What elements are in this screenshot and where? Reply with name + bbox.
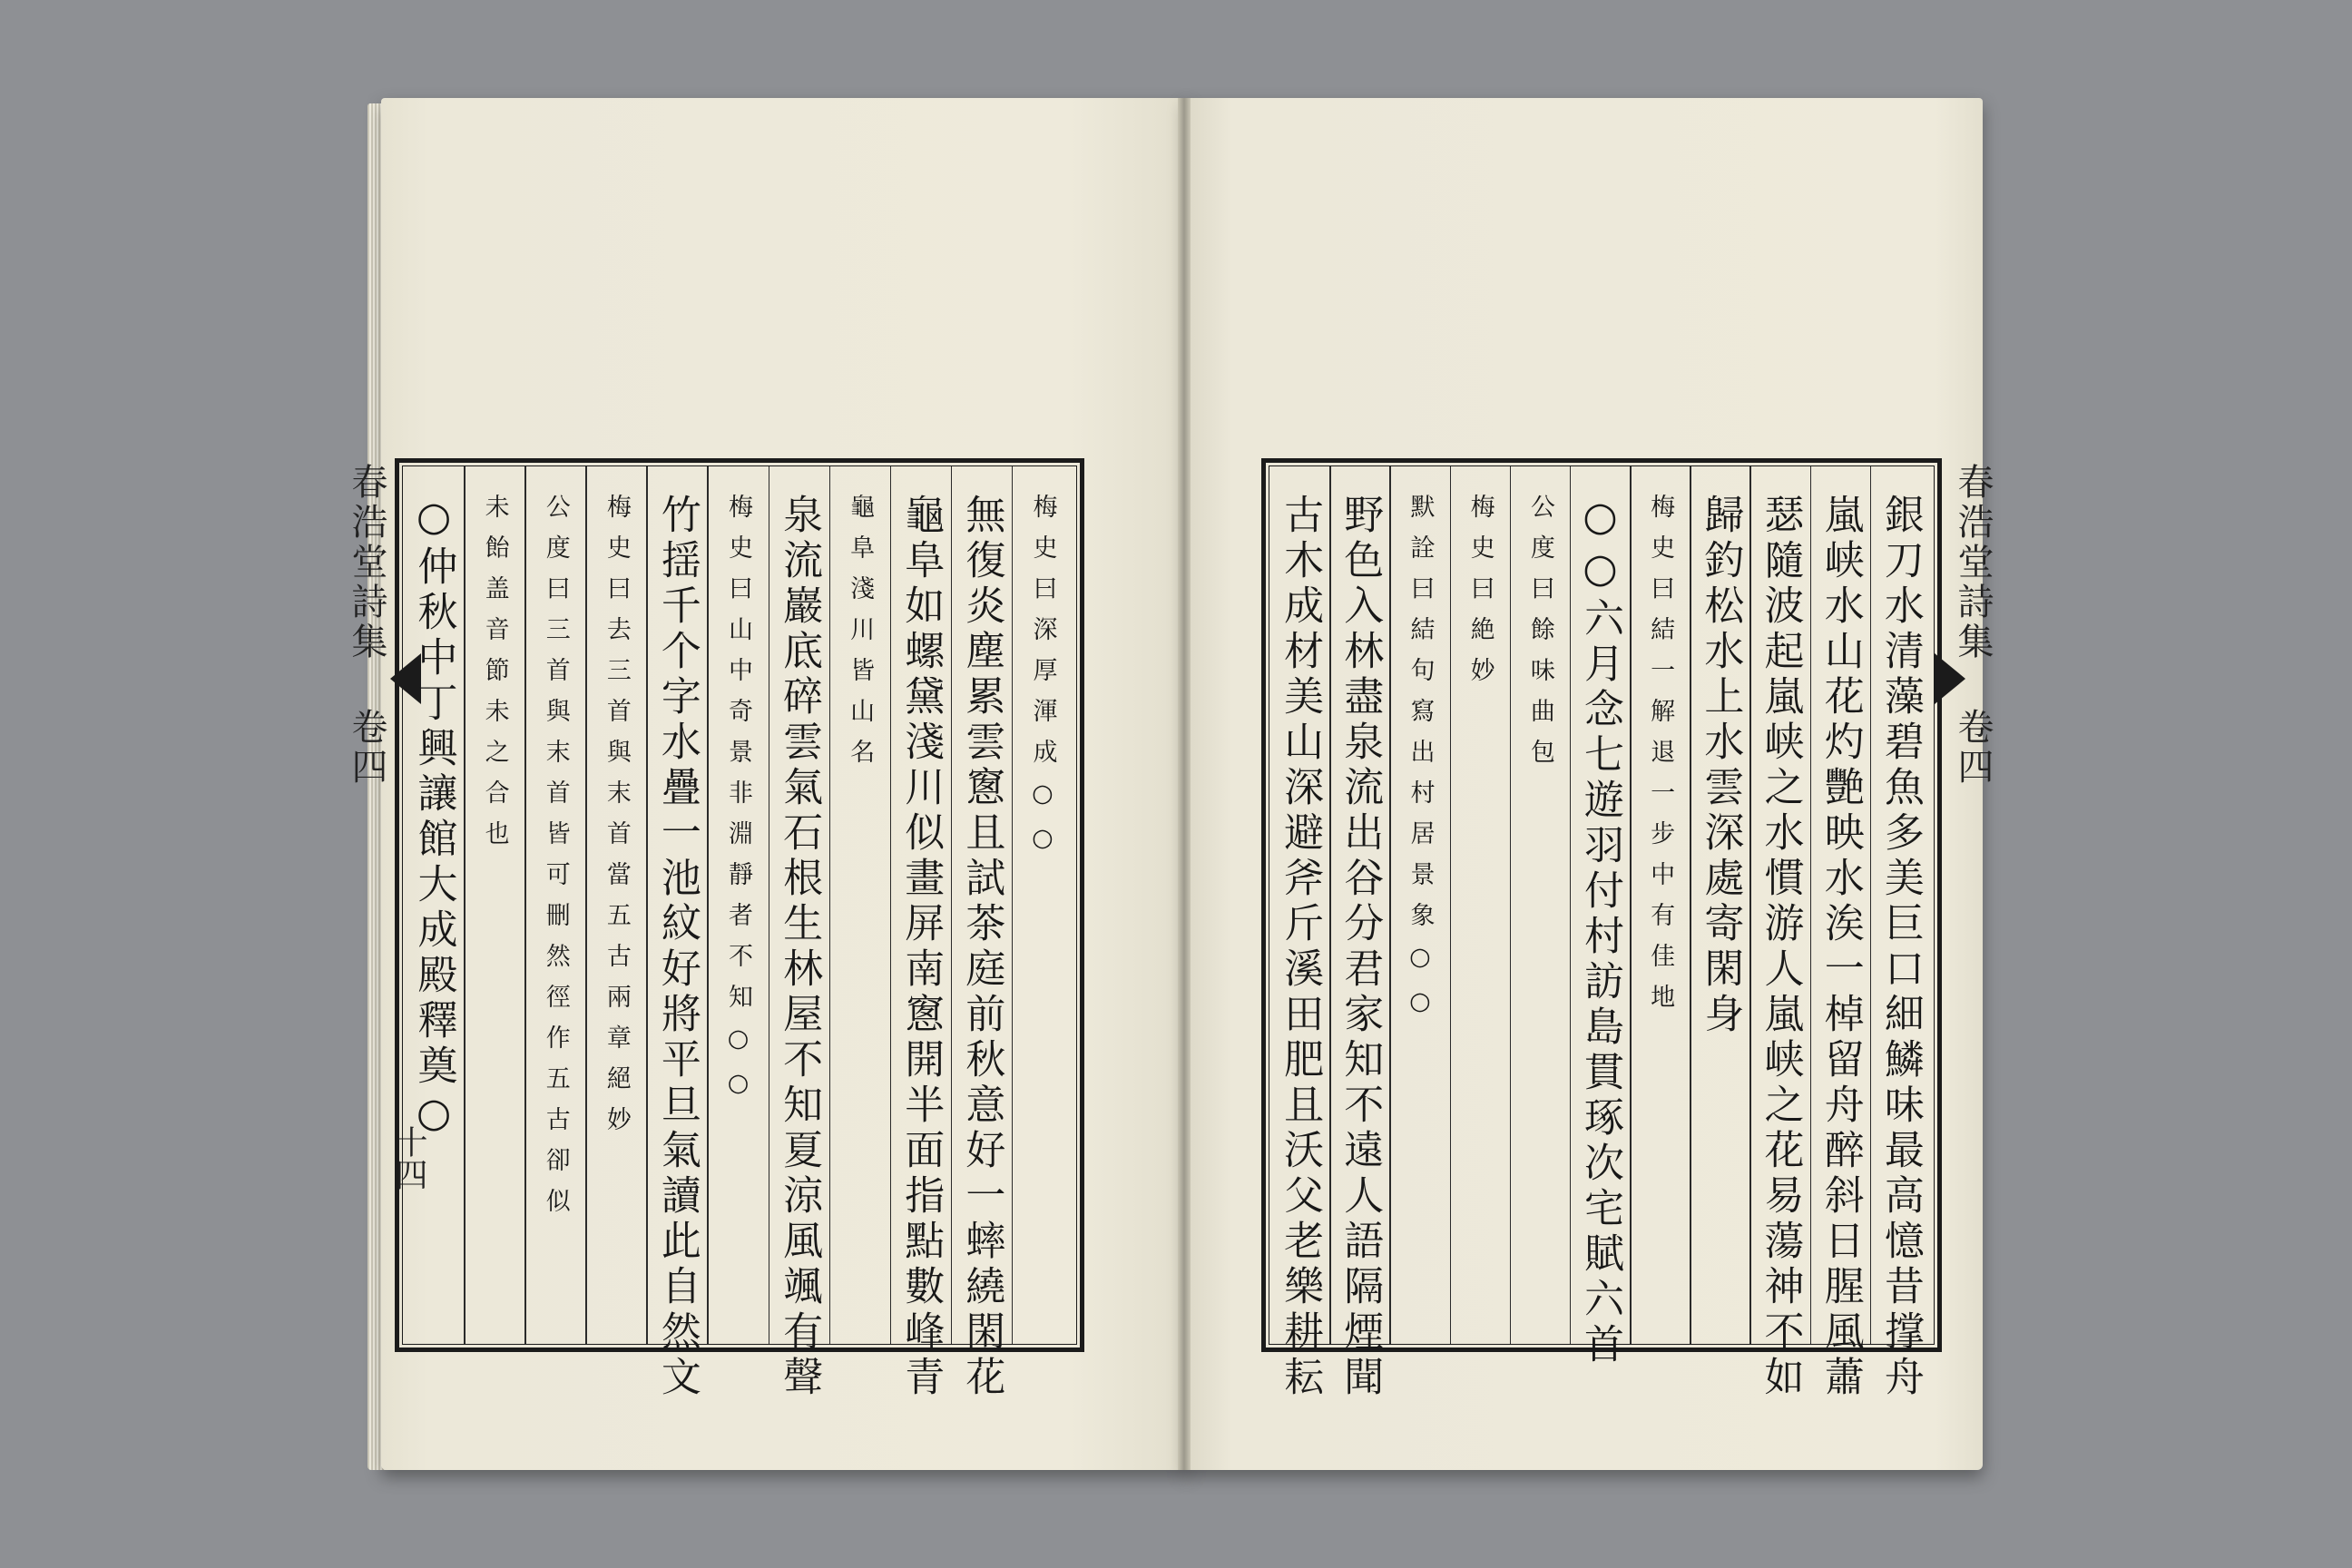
text-column-8: 梅史曰絶妙	[1465, 494, 1494, 698]
left-text-frame	[395, 458, 1084, 1401]
text-column-6: 梅史曰山中奇景非淵靜者不知○○	[724, 494, 752, 1113]
column-rule	[1810, 466, 1812, 1344]
book-gutter	[1178, 98, 1191, 1470]
text-column-3: 龜阜如螺黛淺川似畫屏南窻開半面指點數峰青	[897, 494, 945, 1401]
column-rule	[890, 466, 892, 1344]
text-column-10: 野色入林盡泉流出谷分君家知不遠人語隔煙聞	[1337, 494, 1384, 1401]
right-inner-frame	[1269, 466, 1935, 1401]
column-rule	[646, 466, 648, 1344]
text-column-2: 無復炎塵累雲窻且試茶庭前秋意好一蟀繞閑花	[958, 494, 1005, 1401]
right-page-header: 春浩堂詩集 卷四	[1952, 463, 1994, 788]
text-column-5: 泉流巖底碎雲氣石根生林屋不知夏涼風颯有聲	[776, 494, 823, 1401]
left-page-number: 十四	[390, 1125, 427, 1191]
column-rule	[1012, 466, 1014, 1344]
text-column-1: 梅史曰深厚渾成○○	[1028, 494, 1057, 868]
column-rule	[1630, 466, 1632, 1344]
text-column-9: 默詮曰結句寫出村居景象○○	[1406, 494, 1435, 1032]
column-rule	[1510, 466, 1512, 1344]
text-column-7: 竹揺千个字水疊一池紋好將平旦氣讀此自然文	[653, 494, 701, 1401]
column-rule	[1870, 466, 1872, 1344]
right-text-frame	[1261, 458, 1942, 1401]
text-column-10: 未飴盖音節未之合也	[480, 494, 509, 861]
column-rule	[1329, 466, 1331, 1344]
left-inner-frame	[402, 466, 1077, 1401]
text-column-6: ○○六月念七遊羽付村訪島貫琢次宅賦六首	[1577, 494, 1623, 1368]
left-page-header: 春浩堂詩集 卷四	[346, 463, 387, 788]
column-rule	[1690, 466, 1691, 1344]
text-column-11: ○仲秋中丁興讓館大成殿釋奠○	[410, 494, 457, 1142]
text-column-4: 歸釣松水上水雲深處寄閑身	[1697, 494, 1744, 1038]
text-column-9: 公度曰三首與末首皆可刪然徑作五古卻似	[541, 494, 570, 1229]
column-rule	[707, 466, 709, 1344]
column-rule	[769, 466, 770, 1344]
column-rule	[951, 466, 953, 1344]
column-rule	[829, 466, 831, 1344]
column-rule	[1450, 466, 1452, 1344]
column-rule	[1389, 466, 1391, 1344]
text-column-11: 古木成材美山深避斧斤溪田肥且沃父老樂耕耘	[1277, 494, 1324, 1401]
text-column-2: 嵐峡水山花灼艷映水涘一棹留舟醉斜日腥風蕭	[1817, 494, 1864, 1401]
column-rule	[464, 466, 466, 1344]
text-column-7: 公度曰餘味曲包	[1525, 494, 1554, 779]
text-column-4: 龜阜淺川皆山名	[846, 494, 875, 779]
column-rule	[1570, 466, 1572, 1344]
column-rule	[524, 466, 526, 1344]
column-rule	[585, 466, 587, 1344]
text-column-1: 銀刀水清藻碧魚多美巨口細鱗味最高憶昔撑舟	[1877, 494, 1924, 1401]
text-column-8: 梅史曰去三首與末首當五古兩章絕妙	[602, 494, 631, 1147]
text-column-5: 梅史曰結一解退一步中有佳地	[1646, 494, 1675, 1024]
text-column-3: 瑟隨波起嵐峡之水慣游人嵐峡之花易蕩神不如	[1757, 494, 1804, 1401]
column-rule	[1749, 466, 1751, 1344]
